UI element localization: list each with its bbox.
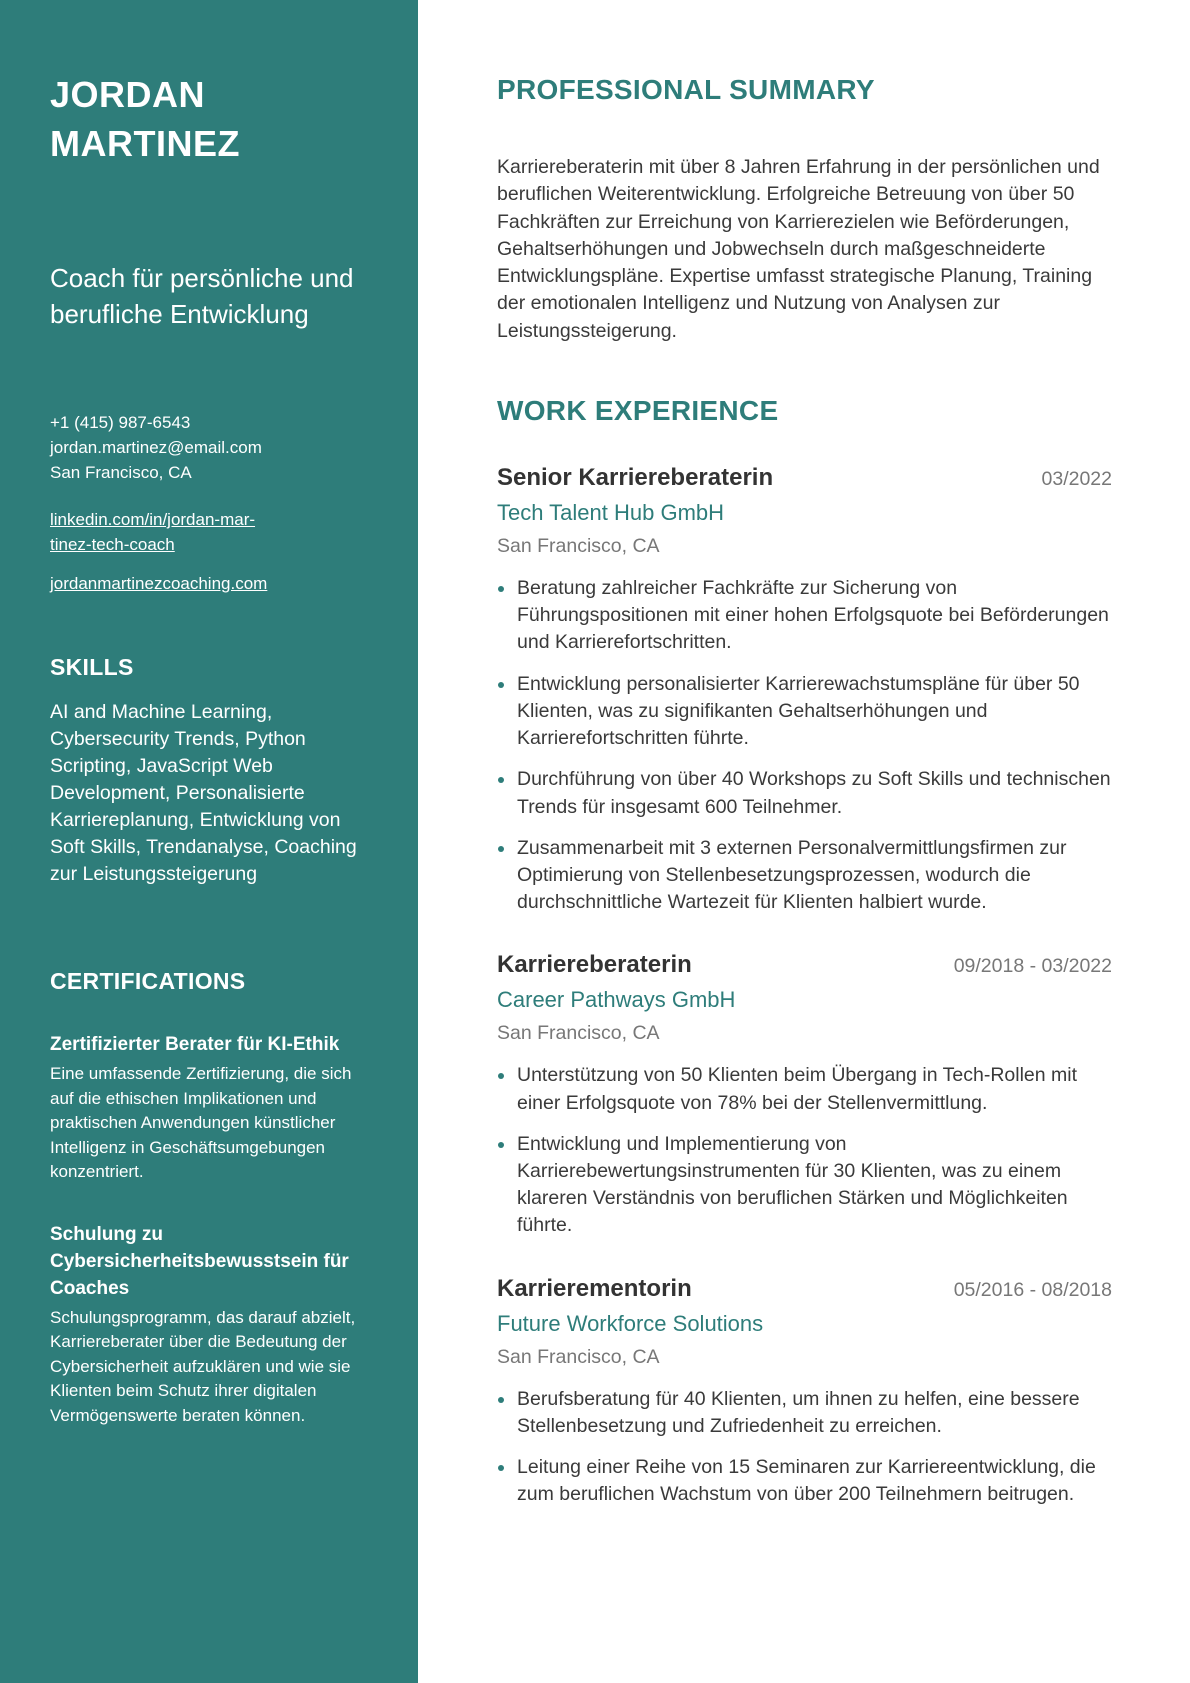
- contact-email: jordan.martinez@email.com: [50, 438, 262, 457]
- skills-list: AI and Machine Learning, Cybersecurity Trends, Python Scripting, JavaScript Web Development, Personalisierte Karriereplanung, Entwicklung von Soft Skills, Trendanalyse, Coaching zur Leistungssteigerung: [50, 701, 357, 885]
- profile-links: [50, 507, 378, 596]
- candidate-name: [50, 70, 378, 168]
- job-date: 05/2016 - 08/2018: [953, 1278, 1112, 1301]
- job-bullet: Entwicklung personalisierter Karrierewachstumspläne für über 50 Klienten, was zu signifikanten Gehaltserhöhungen und Karrierefortschritten führte.: [497, 671, 1112, 753]
- certification-item: [50, 1221, 378, 1429]
- job-bullet: Berufsberatung für 40 Klienten, um ihnen zu helfen, eine bessere Stellenbesetzung und Zufriedenheit zu erreichen.: [497, 1386, 1112, 1440]
- certification-description: Eine umfassende Zertifizierung, die sich auf die ethischen Implikationen und praktischen Anwendungen künstlicher Intelligenz in Geschäftsumgebungen konzentriert.: [50, 1064, 352, 1181]
- job-title: Karrierementorin: [497, 1274, 692, 1302]
- job-bullet: Unterstützung von 50 Klienten beim Übergang in Tech-Rollen mit einer Erfolgsquote von 78% bei der Stellenvermittlung.: [497, 1062, 1112, 1116]
- job-entry: [497, 1272, 1112, 1509]
- certifications-heading: CERTIFICATIONS: [50, 968, 246, 994]
- job-bullets: [497, 1062, 1112, 1239]
- job-title: Karriereberaterin: [497, 951, 692, 979]
- contact-info: [50, 410, 378, 485]
- job-entry: [497, 948, 1112, 1239]
- job-location: San Francisco, CA: [497, 1345, 660, 1368]
- candidate-title: Coach für persönliche und berufliche Entwicklung: [50, 263, 354, 329]
- job-bullet: Beratung zahlreicher Fachkräfte zur Sicherung von Führungspositionen mit einer hohen Erfolgsquote bei Beförderungen und Karrierefortschritten.: [497, 575, 1112, 657]
- contact-phone: +1 (415) 987-6543: [50, 413, 191, 432]
- contact-location: San Francisco, CA: [50, 463, 192, 482]
- job-date: 09/2018 - 03/2022: [953, 955, 1112, 978]
- job-bullets: [497, 575, 1112, 916]
- job-header: [497, 1272, 1112, 1306]
- linkedin-link[interactable]: [50, 507, 378, 557]
- sidebar: [0, 0, 418, 1683]
- linkedin-link-line2: tinez-tech-coach: [50, 535, 175, 554]
- job-bullet: Durchführung von über 40 Workshops zu Soft Skills und technischen Trends für insgesamt 600 Teilnehmer.: [497, 766, 1112, 820]
- summary-text: Karriereberaterin mit über 8 Jahren Erfahrung in der persönlichen und beruflichen Weiterentwicklung. Erfolgreiche Betreuung von über 50 Fachkräften zur Erreichung von Karrierezielen wie Beförderungen, Gehaltserhöhungen und Jobwechseln durch maßgeschneiderte Entwicklungspläne. Expertise umfasst strategische Planung, Training der emotionalen Intelligenz und Nutzung von Analysen zur Leistungssteigerung.: [497, 156, 1100, 342]
- certification-name: Schulung zu Cybersicherheitsbewusstsein für Coaches: [50, 1223, 349, 1299]
- linkedin-link-line1: linkedin.com/in/jordan-mar-: [50, 510, 256, 529]
- job-header: [497, 461, 1112, 495]
- job-company: Future Workforce Solutions: [497, 1310, 764, 1336]
- job-header: [497, 948, 1112, 982]
- certification-item: [50, 1031, 378, 1185]
- job-bullet: Zusammenarbeit mit 3 externen Personalvermittlungsfirmen zur Optimierung von Stellenbesetzungsprozessen, wodurch die durchschnittliche Wartezeit für Klienten halbiert wurde.: [497, 835, 1112, 917]
- candidate-first-name: JORDAN: [50, 74, 206, 115]
- job-location: San Francisco, CA: [497, 535, 660, 558]
- job-bullet: Entwicklung und Implementierung von Karrierebewertungsinstrumenten für 30 Klienten, was zu einem klareren Verständnis von beruflichen Stärken und Möglichkeiten führte.: [497, 1131, 1112, 1240]
- job-company: Tech Talent Hub GmbH: [497, 500, 725, 526]
- job-location: San Francisco, CA: [497, 1022, 660, 1045]
- certification-name: Zertifizierter Berater für KI-Ethik: [50, 1034, 340, 1055]
- website-link[interactable]: jordanmartinezcoaching.com: [50, 574, 268, 593]
- job-company: Career Pathways GmbH: [497, 987, 736, 1013]
- job-entry: [497, 461, 1112, 916]
- job-title: Senior Karriereberaterin: [497, 464, 774, 492]
- candidate-last-name: MARTINEZ: [50, 123, 240, 164]
- skills-heading: SKILLS: [50, 654, 134, 680]
- job-bullets: [497, 1386, 1112, 1509]
- main-content: [497, 70, 1112, 1508]
- job-bullet: Leitung einer Reihe von 15 Seminaren zur Karriereentwicklung, die zum beruflichen Wachstum von über 200 Teilnehmern beitrugen.: [497, 1454, 1112, 1508]
- certification-description: Schulungsprogramm, das darauf abzielt, Karriereberater über die Bedeutung der Cybersicherheit aufzuklären und wie sie Klienten beim Schutz ihrer digitalen Vermögenswerte beraten können.: [50, 1307, 356, 1425]
- experience-heading: WORK EXPERIENCE: [497, 395, 779, 427]
- job-date: 03/2022: [1041, 468, 1112, 491]
- summary-heading: PROFESSIONAL SUMMARY: [497, 74, 875, 105]
